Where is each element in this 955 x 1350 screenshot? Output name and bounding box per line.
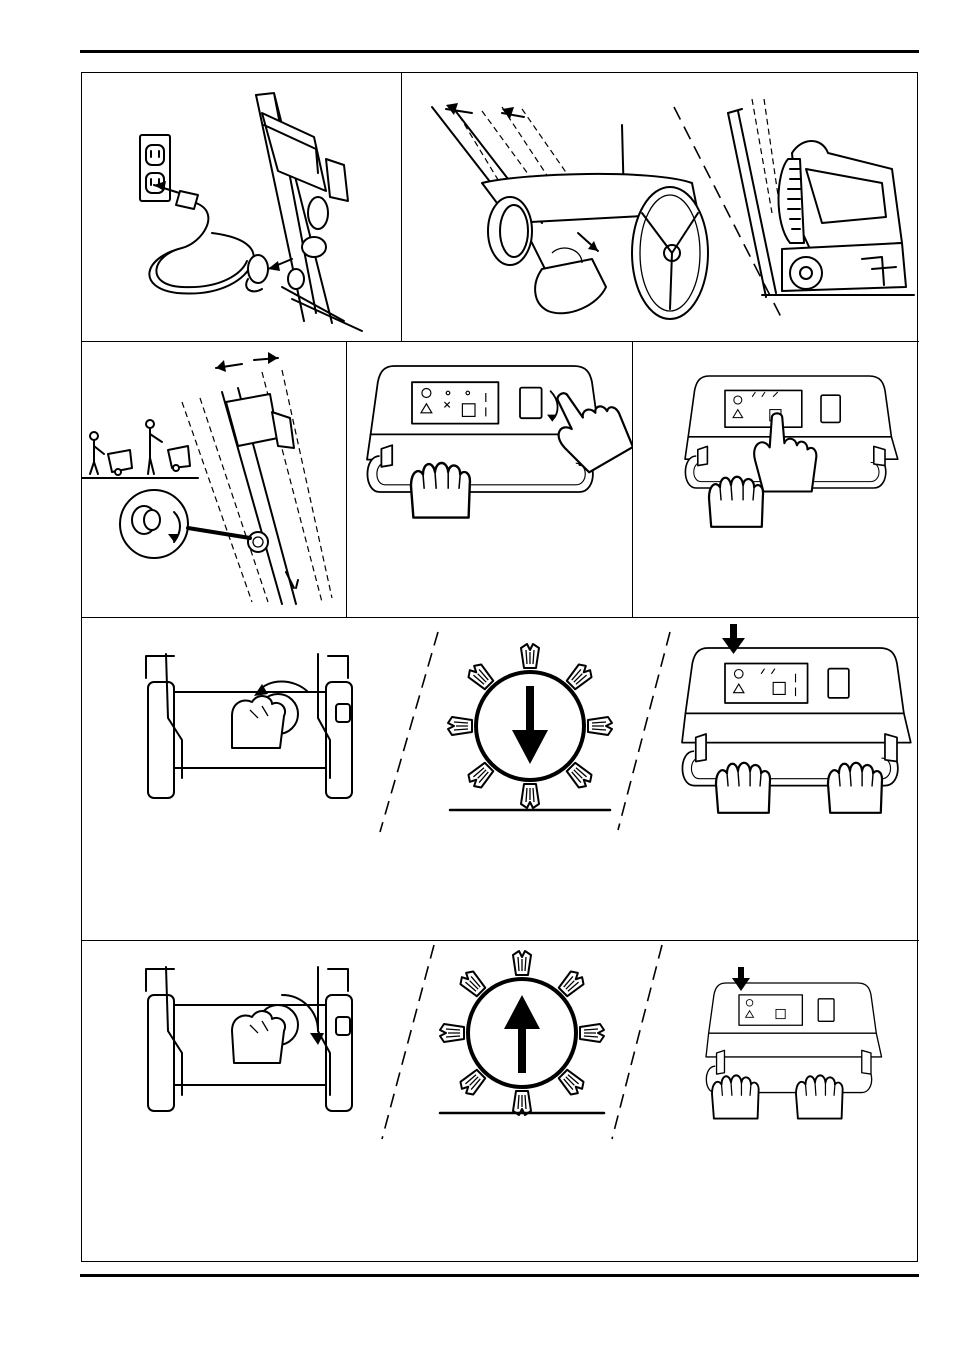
fig-press-button-up	[706, 967, 882, 1119]
separator-dash	[618, 632, 670, 830]
fig-press-button-down	[682, 624, 911, 813]
wall-outlet-icon	[140, 135, 170, 201]
top-rule	[80, 50, 919, 53]
separator-dash	[612, 945, 662, 1139]
fig-brush-down	[448, 644, 612, 810]
fig-adjust-handle	[82, 342, 347, 618]
fig-row-lower-brush	[82, 618, 919, 941]
machine-tilt-view	[432, 103, 708, 319]
separator-dash	[382, 945, 434, 1139]
separator-dash	[380, 632, 438, 832]
fig-press-switch	[347, 342, 633, 618]
illustration-grid	[81, 72, 918, 1262]
fig-row-raise-brush	[82, 941, 919, 1261]
fig-turn-knob-ccw	[146, 654, 352, 798]
fig-brush-up	[440, 951, 604, 1115]
fig-press-button	[633, 342, 919, 618]
fig-tilt-machine	[402, 73, 919, 342]
fig-plug-in-cord	[82, 73, 402, 342]
control-panel-icon	[682, 648, 911, 786]
knob-icon	[120, 490, 250, 558]
hand-grip-icon	[709, 477, 763, 527]
bottom-rule	[80, 1274, 919, 1277]
fig-turn-knob-cw	[146, 967, 352, 1111]
foot-pedal-icon	[535, 233, 606, 313]
handle-frame-icon	[256, 93, 362, 331]
tilt-handle-frame	[182, 352, 332, 604]
operator-figure-icon	[82, 420, 198, 478]
